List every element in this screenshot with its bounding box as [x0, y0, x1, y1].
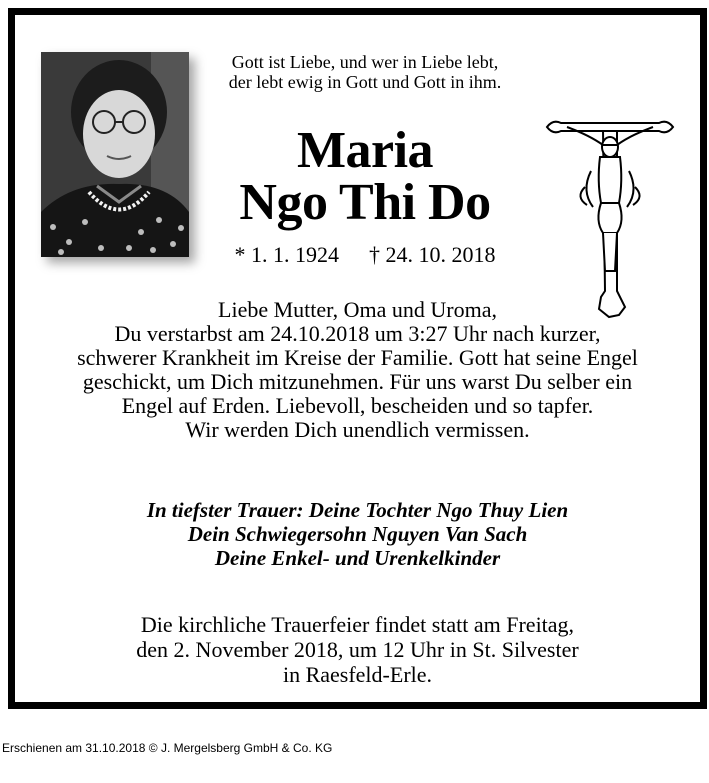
message-line: Engel auf Erden. Liebevoll, bescheiden und so tapfer.: [121, 393, 594, 418]
mourners-list: [25, 498, 690, 570]
service-line: den 2. November 2018, um 12 Uhr in St. Silvester: [136, 637, 579, 662]
verse-line: Gott ist Liebe, und wer in Liebe lebt,: [231, 52, 499, 72]
message-line: Liebe Mutter, Oma und Uroma,: [218, 297, 497, 322]
publication-credit: Erschienen am 31.10.2018 © J. Mergelsberg GmbH & Co. KG: [2, 741, 333, 755]
death-date: † 24. 10. 2018: [369, 242, 496, 267]
mourner-line: Dein Schwiegersohn Nguyen Van Sach: [187, 522, 528, 546]
mourner-line: In tiefster Trauer: Deine Tochter Ngo Thuy Lien: [146, 498, 569, 522]
service-line: Die kirchliche Trauerfeier findet statt am Freitag,: [140, 612, 575, 637]
last-name: Ngo Thi Do: [239, 174, 491, 231]
message-line: Wir werden Dich unendlich vermissen.: [185, 417, 530, 442]
obituary-message: [25, 298, 690, 442]
birth-date: * 1. 1. 1924: [234, 242, 339, 267]
funeral-service-info: [25, 612, 690, 687]
message-line: schwerer Krankheit im Kreise der Familie. Gott hat seine Engel: [77, 345, 638, 370]
first-name: Maria: [296, 122, 434, 179]
verse-line: der lebt ewig in Gott und Gott in ihm.: [228, 72, 502, 92]
message-line: geschickt, um Dich mitzunehmen. Für uns warst Du selber ein: [82, 369, 633, 394]
deceased-name: [195, 122, 535, 231]
message-line: Du verstarbst am 24.10.2018 um 3:27 Uhr nach kurzer,: [114, 321, 601, 346]
service-line: in Raesfeld-Erle.: [282, 662, 433, 687]
portrait-photo: [41, 52, 189, 257]
bible-verse: [215, 52, 515, 92]
life-dates: [205, 243, 525, 267]
mourner-line: Deine Enkel- und Urenkelkinder: [214, 546, 501, 570]
obituary-card: [8, 8, 707, 709]
crucifix-icon: [545, 111, 675, 321]
